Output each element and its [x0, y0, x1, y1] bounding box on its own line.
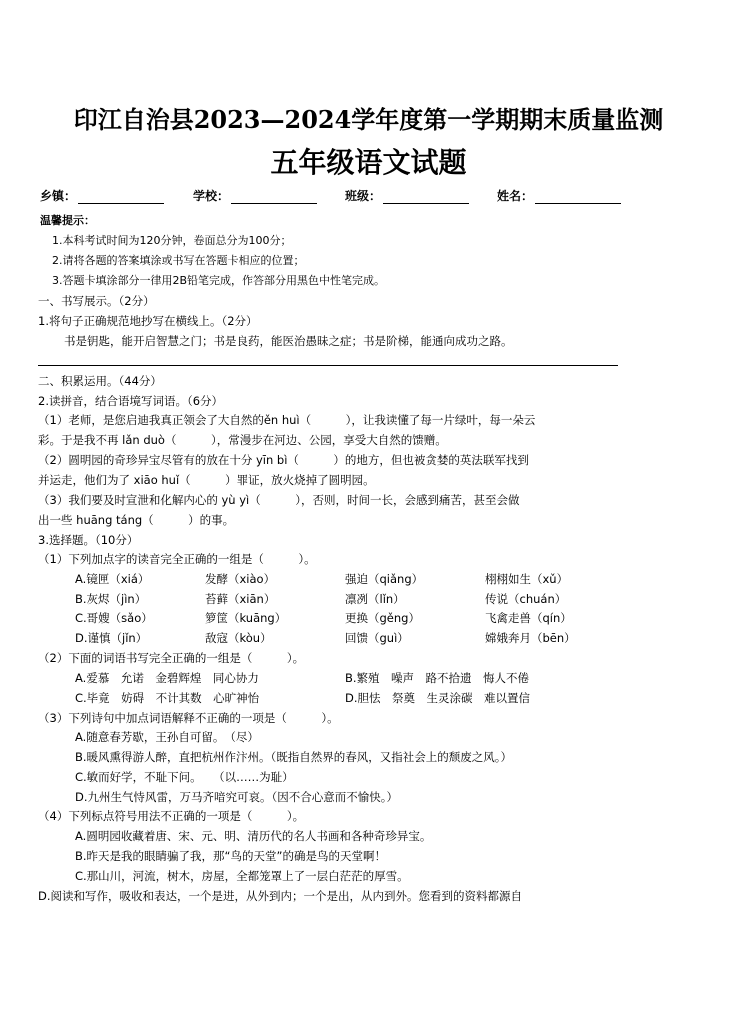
q3-3-stem: （3）下列诗句中加点词语解释不正确的一项是（ ）。	[38, 711, 339, 725]
town-field[interactable]	[40, 187, 164, 204]
school-blank[interactable]	[231, 192, 317, 204]
option-cell: 箩筐（kuāng）	[205, 611, 287, 625]
town-blank[interactable]	[78, 192, 164, 204]
notice-item: 2.请将各题的答案填涂或书写在答题卡相应的位置；	[52, 254, 305, 267]
option-cell: C.毕竟 妨碍 不计其数 心旷神怡	[75, 691, 260, 705]
option-line: A.圆明园收藏着唐、宋、元、明、清历代的名人书画和各种奇珍异宝。	[75, 829, 432, 843]
notice-item: 1.本科考试时间为120分钟，卷面总分为100分；	[52, 234, 292, 247]
q2-line: 出一些 huāng táng（ ）的事。	[38, 513, 235, 527]
option-cell: 飞禽走兽（qín）	[485, 611, 572, 625]
option-cell: 栩栩如生（xǔ）	[485, 572, 569, 586]
class-field[interactable]	[345, 187, 469, 204]
section2-heading: 二、积累运用。（44分）	[38, 374, 162, 388]
q2-line: 彩。于是我不再 lǎn duò（ ），常漫步在河边、公园，享受大自然的馈赠。	[38, 433, 447, 447]
option-cell: B.繁殖 噪声 路不拾遗 悔人不倦	[345, 671, 530, 685]
writing-line[interactable]	[38, 365, 618, 366]
q2-title: 2.读拼音，结合语境写词语。（6分）	[38, 394, 224, 408]
option-line: B.昨天是我的眼睛骗了我，那“鸟的天堂”的确是鸟的天堂啊！	[75, 849, 386, 863]
option-cell: D.胆怯 祭奠 生灵涂碳 难以置信	[345, 691, 531, 705]
q2-line: （1）老师，是您启迪我真正领会了大自然的ěn huì（ ），让我读懂了每一片绿叶，每一朵云	[38, 413, 536, 427]
exam-title: 印江自治县2023—2024学年度第一学期期末质量监测	[73, 105, 664, 134]
name-field[interactable]	[497, 187, 621, 204]
option-cell: 回馈（guì）	[345, 631, 409, 645]
option-cell: 凛冽（lǐn）	[345, 592, 405, 606]
option-cell: D.谨慎（jǐn）	[75, 631, 148, 645]
q3-2-stem: （2）下面的词语书写完全正确的一组是（ ）。	[38, 651, 305, 665]
class-blank[interactable]	[383, 192, 469, 204]
q3-4-stem: （4）下列标点符号用法不正确的一项是（ ）。	[38, 809, 305, 823]
option-cell: 敌寇（kòu）	[205, 631, 272, 645]
option-cell: 嫦娥奔月（bēn）	[485, 631, 576, 645]
town-label: 乡镇：	[40, 189, 77, 203]
option-cell: 传说（chuán）	[485, 592, 567, 606]
option-cell: 苔藓（xiān）	[205, 592, 276, 606]
school-field[interactable]	[193, 187, 317, 204]
class-label: 班级：	[345, 189, 382, 203]
option-cell: A.镜匣（xiá）	[75, 572, 150, 586]
name-blank[interactable]	[535, 192, 621, 204]
option-cell: 更换（gěng）	[345, 611, 420, 625]
q3-title: 3.选择题。（10分）	[38, 533, 139, 547]
option-line: C.那山川，河流，树木，房屋，全都笼罩上了一层白茫茫的厚雪。	[75, 869, 409, 883]
option-cell: C.哥嫂（sǎo）	[75, 611, 153, 625]
option-cell: A.爱慕 允诺 金碧辉煌 同心协力	[75, 671, 259, 685]
q3-1-stem: （1）下列加点字的读音完全正确的一组是（ ）。	[38, 552, 316, 566]
name-label: 姓名：	[497, 189, 534, 203]
q2-line: 并运走，他们为了 xiāo huǐ（ ）罪证，放火烧掉了圆明园。	[38, 473, 375, 487]
option-line: D.阅读和写作，吸收和表达，一个是进，从外到内；一个是出，从内到外。您看到的资料都源自	[38, 889, 523, 903]
q2-line: （3）我们要及时宣泄和化解内心的 yù yì（ ），否则，时间一长，会感到痛苦，甚至会做	[38, 493, 520, 507]
q1-sentence: 书是钥匙，能开启智慧之门；书是良药，能医治愚昧之症；书是阶梯，能通向成功之路。	[64, 334, 513, 348]
option-line: C.敏而好学，不耻下问。 （以……为耻）	[75, 770, 294, 784]
section1-heading: 一、书写展示。（2分）	[38, 294, 155, 308]
q1-title: 1.将句子正确规范地抄写在横线上。（2分）	[38, 314, 258, 328]
option-line: D.九州生气恃风雷，万马齐喑究可哀。（因不合心意而不愉快。）	[75, 790, 399, 804]
option-line: B.暖风熏得游人醉，直把杭州作汴州。（既指自然界的春风，又指社会上的颓废之风。）	[75, 750, 513, 764]
option-cell: 发酵（xiào）	[205, 572, 276, 586]
notice-title: 温馨提示：	[40, 214, 95, 227]
option-line: A.随意春芳歇，王孙自可留。 （尽）	[75, 730, 259, 744]
option-cell: 强迫（qiǎng）	[345, 572, 424, 586]
option-cell: B.灰烬（jìn）	[75, 592, 147, 606]
exam-subtitle: 五年级语文试题	[270, 146, 467, 179]
school-label: 学校：	[193, 189, 230, 203]
notice-item: 3.答题卡填涂部分一律用2B铅笔完成，作答部分用黑色中性笔完成。	[52, 274, 386, 287]
q2-line: （2）圆明园的奇珍异宝尽管有的放在十分 yīn bì（ ）的地方，但也被贪婪的英法联军找到	[38, 453, 529, 467]
